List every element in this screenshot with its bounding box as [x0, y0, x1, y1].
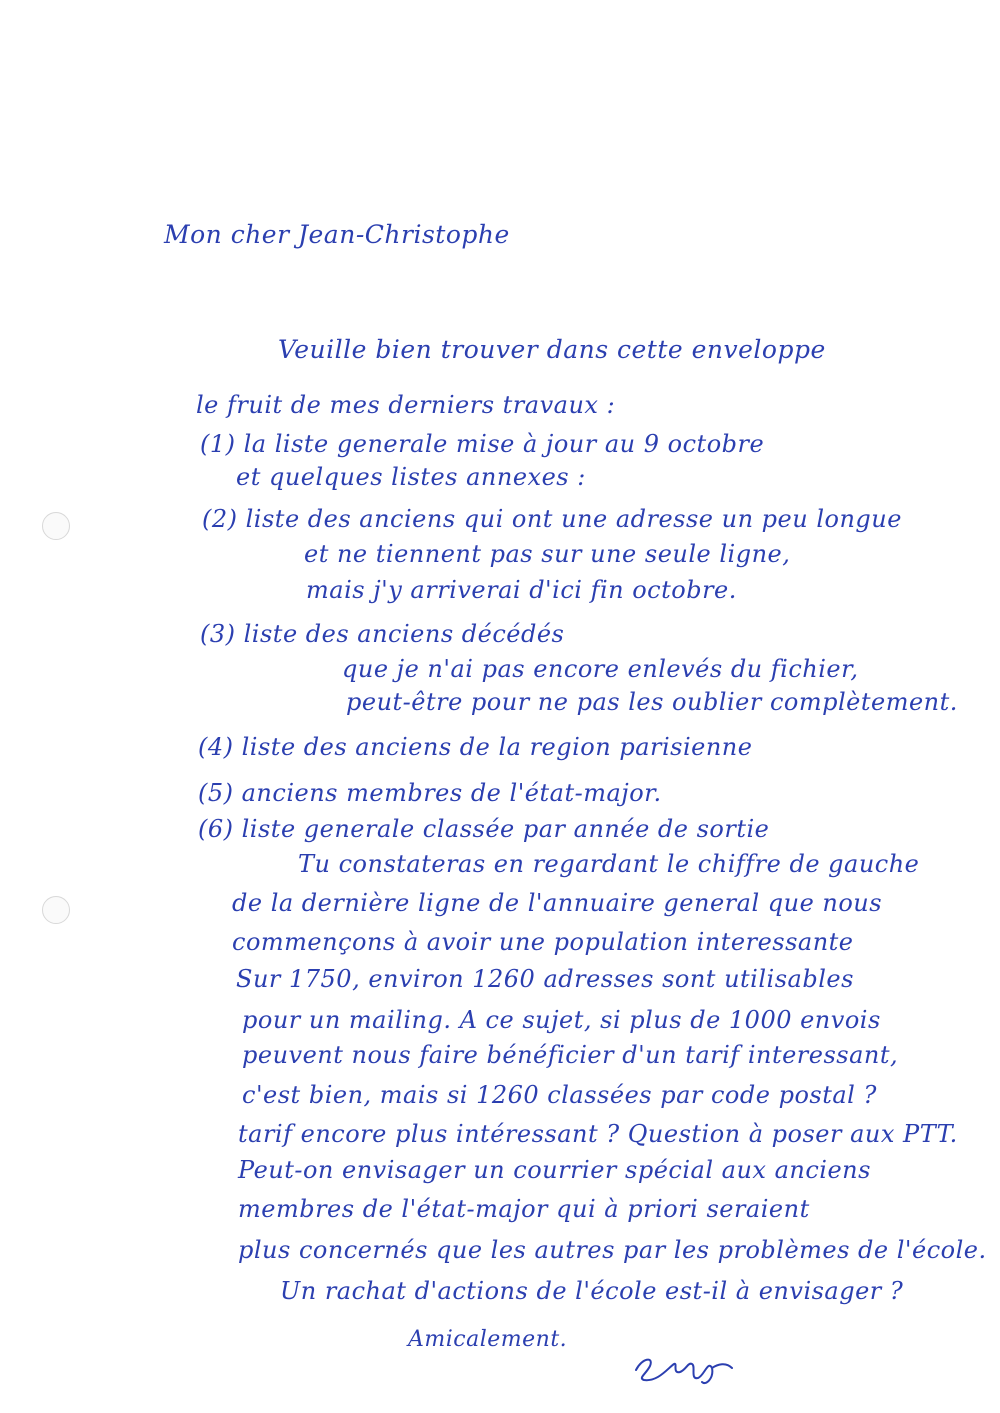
signature-text: Serge	[628, 1338, 631, 1339]
letter-line: c'est bien, mais si 1260 classées par code postal ?	[242, 1081, 877, 1109]
letter-line: Tu constateras en regardant le chiffre de gauche	[298, 850, 920, 878]
closing: Amicalement.	[408, 1327, 568, 1352]
letter-line: peuvent nous faire bénéficier d'un tarif interessant,	[242, 1041, 899, 1069]
letter-line: et quelques listes annexes :	[236, 463, 586, 491]
letter-line: pour un mailing. A ce sujet, si plus de 1000 envois	[242, 1006, 881, 1034]
letter-line: Un rachat d'actions de l'école est-il à envisager ?	[280, 1277, 904, 1305]
letter-line: peut-être pour ne pas les oublier complètement.	[346, 688, 958, 716]
letter-line: tarif encore plus intéressant ? Question à poser aux PTT.	[238, 1120, 958, 1148]
letter-line: que je n'ai pas encore enlevés du fichier,	[342, 655, 859, 683]
letter-line: commençons à avoir une population interessante	[232, 928, 854, 956]
letter-line: mais j'y arriverai d'ici fin octobre.	[306, 576, 737, 604]
letter-line: plus concernés que les autres par les problèmes de l'école.	[238, 1236, 987, 1264]
letter-line: (3) liste des anciens décédés	[200, 620, 565, 648]
letter-line: (5) anciens membres de l'état-major.	[198, 779, 662, 807]
letter-line: Veuille bien trouver dans cette enveloppe	[278, 335, 826, 364]
letter-line: Peut-on envisager un courrier spécial aux anciens	[238, 1156, 871, 1184]
salutation: Mon cher Jean-Christophe	[164, 220, 510, 249]
signature	[628, 1338, 748, 1388]
letter-line: (2) liste des anciens qui ont une adresse un peu longue	[202, 505, 902, 533]
letter-line: (4) liste des anciens de la region parisienne	[198, 733, 753, 761]
punch-hole-bottom	[42, 896, 70, 924]
letter-line: de la dernière ligne de l'annuaire general que nous	[232, 889, 883, 917]
letter-line: et ne tiennent pas sur une seule ligne,	[304, 540, 791, 568]
letter-line: le fruit de mes derniers travaux :	[196, 391, 616, 419]
letter-line: Sur 1750, environ 1260 adresses sont utilisables	[236, 965, 854, 993]
letter-line: membres de l'état-major qui à priori seraient	[238, 1195, 810, 1223]
letter-line: (6) liste generale classée par année de sortie	[198, 815, 770, 843]
letter-line: (1) la liste generale mise à jour au 9 octobre	[200, 430, 765, 458]
punch-hole-top	[42, 512, 70, 540]
